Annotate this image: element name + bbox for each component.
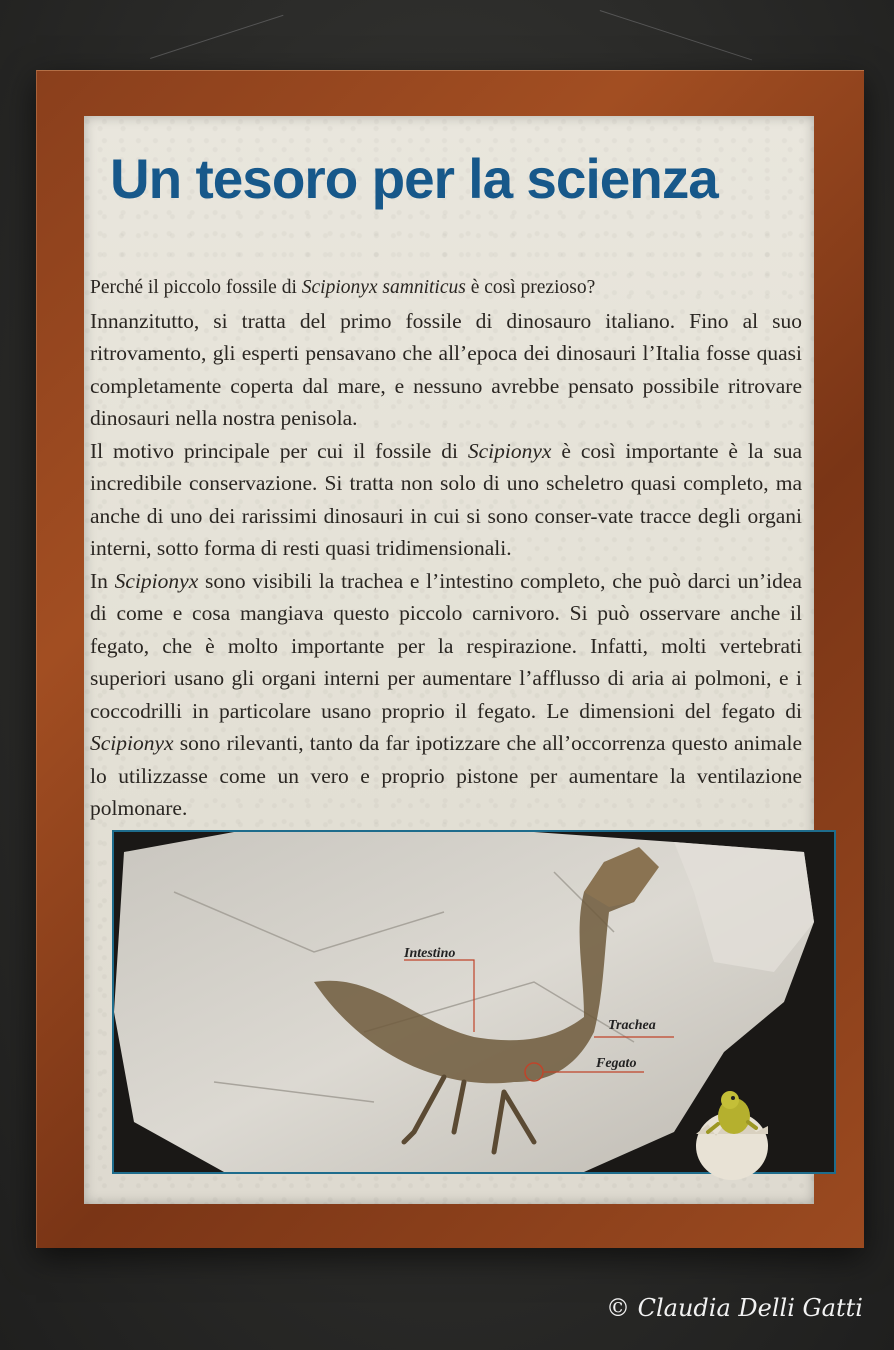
intro-question: Perché il piccolo fossile di Scipionyx samniticus è così prezioso? <box>90 277 596 298</box>
label-fegato: Fegato <box>596 1056 637 1071</box>
hanging-wire-right <box>600 10 752 60</box>
wooden-frame <box>36 70 864 1248</box>
photographer-watermark: © Claudia Delli Gatti <box>606 1294 863 1322</box>
paragraph-organs: In Scipionyx sono visibili la trachea e l’intestino completo, che può darci un’idea di come e cosa mangiava questo piccolo carnivoro. Si può osservare anche il fegato, che è molto importante per la respirazione. Infatti, molti vertebrati superiori usano gli organi interni per aumentare l’afflusso di aria ai polmoni, e i coccodrilli in particolare usano proprio il fegato. Le dimensioni del fegato di Scipionyx sono rilevanti, tanto da far ipotizzare che all’occorrenza questo animale lo utilizzasse come un vero e proprio pistone per aumentare la ventilazione polmonare. <box>90 568 802 820</box>
label-intestino: Intestino <box>404 946 456 961</box>
hatching-dinosaur-icon <box>690 1074 774 1184</box>
hanging-wire-left <box>150 15 283 59</box>
poster-body <box>90 272 802 825</box>
species-name: Scipionyx samniticus <box>301 277 466 298</box>
paragraph-first-fossil: Innanzitutto, si tratta del primo fossile di dinosauro italiano. Fino al suo ritrovamento, gli esperti pensavano che all’epoca dei dinosauri l’Italia fosse quasi completamente coperta dal mare, e nessuno avrebbe pensato possibile ritrovare dinosauri nella nostra penisola. <box>90 308 802 430</box>
info-poster <box>84 116 814 1204</box>
label-trachea: Trachea <box>608 1018 656 1033</box>
poster-title: Un tesoro per la scienza <box>110 147 718 210</box>
paragraph-conservation: Il motivo principale per cui il fossile di Scipionyx è così importante è la sua incredibile conservazione. Si tratta non solo di uno scheletro quasi completo, ma anche di uno dei rarissimi dinosauri in cui si sono conser-vate tracce degli organi interni, sotto forma di resti quasi tridimensionali. <box>90 438 802 560</box>
